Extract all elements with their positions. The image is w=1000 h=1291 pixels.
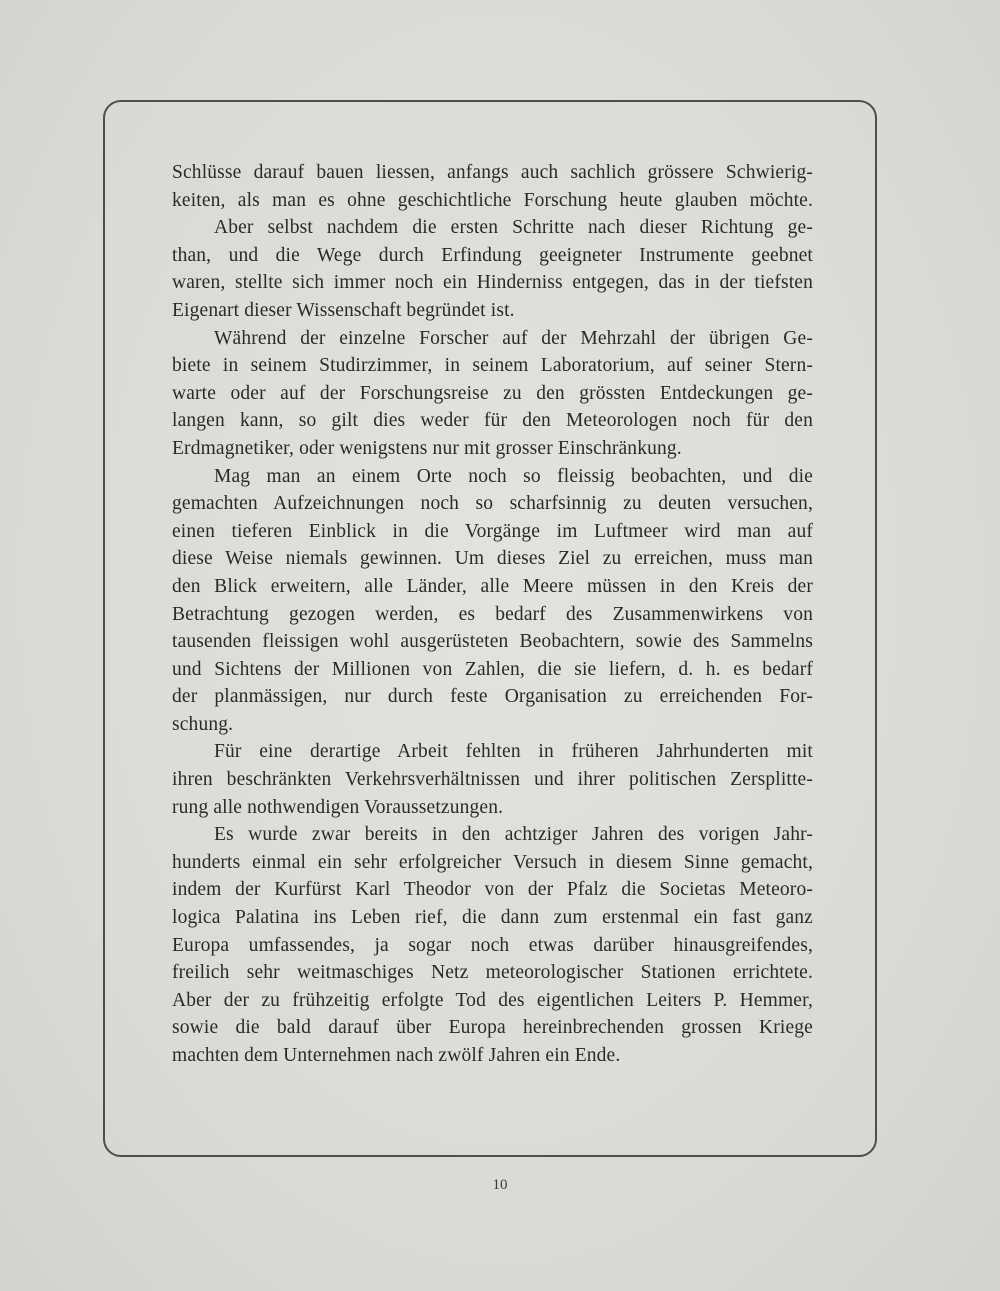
text-line: einen tieferen Einblick in die Vorgänge im Luftmeer wird man auf [172,520,813,542]
text-line: machten dem Unternehmen nach zwölf Jahren ein Ende. [172,1045,621,1066]
text-line: Eigenart dieser Wissenschaft begründet ist. [172,299,515,321]
text-line: Mag man an einem Orte noch so fleissig beobachten, und die [214,465,813,487]
text-line: langen kann, so gilt dies weder für den Meteorologen noch für den [172,410,813,432]
text-line: Aber der zu frühzeitig erfolgte Tod des eigentlichen Leiters P. Hemmer, [172,989,813,1011]
text-line: waren, stellte sich immer noch ein Hinderniss entgegen, das in der tiefsten [172,272,813,294]
text-line: Während der einzelne Forscher auf der Mehrzahl der übrigen Ge- [214,327,813,349]
text-line: und Sichtens der Millionen von Zahlen, die sie liefern, d. h. es bedarf [172,658,813,680]
body-text [172,159,813,1070]
text-line: gemachten Aufzeichnungen noch so scharfsinnig zu deuten versuchen, [172,493,813,515]
text-line: hunderts einmal ein sehr erfolgreicher Versuch in diesem Sinne gemacht, [172,851,813,873]
text-line: rung alle nothwendigen Voraussetzungen. [172,796,504,818]
text-line: indem der Kurfürst Karl Theodor von der Pfalz die Societas Meteoro- [172,879,813,901]
text-line: ihren beschränkten Verkehrsverhältnissen und ihrer politischen Zersplitte- [172,769,813,791]
text-line: diese Weise niemals gewinnen. Um dieses Ziel zu erreichen, muss man [172,548,813,570]
text-line: keiten, als man es ohne geschichtliche Forschung heute glauben möchte. [172,189,813,211]
text-line: tausenden fleissigen wohl ausgerüsteten Beobachtern, sowie des Sammelns [172,631,813,653]
text-line: Erdmagnetiker, oder wenigstens nur mit grosser Einschränkung. [172,437,682,459]
text-line: warte oder auf der Forschungsreise zu den grössten Entdeckungen ge- [172,382,813,404]
text-line: sowie die bald darauf über Europa hereinbrechenden grossen Kriege [172,1017,813,1039]
text-line: biete in seinem Studirzimmer, in seinem Laboratorium, auf seiner Stern- [172,355,813,377]
text-line: freilich sehr weitmaschiges Netz meteorologischer Stationen errichtete. [172,962,813,984]
text-line: logica Palatina ins Leben rief, die dann zum erstenmal ein fast ganz [172,907,813,929]
text-line: Europa umfassendes, ja sogar noch etwas darüber hinausgreifendes, [172,934,813,956]
text-line: Schlüsse darauf bauen liessen, anfangs auch sachlich grössere Schwierig- [172,162,813,183]
text-line: schung. [172,713,234,735]
text-line: Aber selbst nachdem die ersten Schritte nach dieser Richtung ge- [214,217,813,239]
text-line: Betrachtung gezogen werden, es bedarf des Zusammenwirkens von [172,603,813,625]
text-line: Es wurde zwar bereits in den achtziger Jahren des vorigen Jahr- [214,824,813,846]
page-number: 10 [492,1177,508,1193]
text-line: Für eine derartige Arbeit fehlten in früheren Jahrhunderten mit [214,741,813,763]
text-line: than, und die Wege durch Erfindung geeigneter Instrumente geebnet [172,244,813,266]
text-line: den Blick erweitern, alle Länder, alle Meere müssen in den Kreis der [172,575,813,597]
text-line: der planmässigen, nur durch feste Organisation zu erreichenden For- [172,686,813,708]
